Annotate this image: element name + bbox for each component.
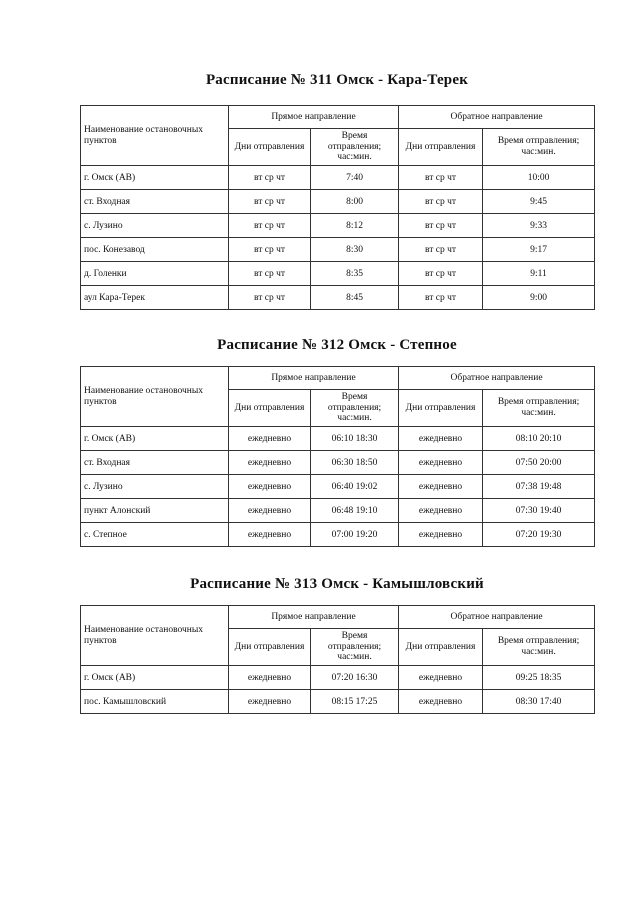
stop-name: пункт Алонский [81,499,229,523]
forward-time: 8:00 [311,190,399,214]
stop-name-header: Наименование остановочных пунктов [81,367,229,427]
backward-direction-header: Обратное направление [399,106,595,129]
forward-days: ежедневно [229,475,311,499]
backward-time: 09:25 18:35 [483,666,595,690]
forward-time: 08:15 17:25 [311,690,399,714]
backward-days: ежедневно [399,475,483,499]
table-row [81,499,595,523]
forward-direction-header: Прямое направление [229,106,399,129]
stop-name: пос. Камышловский [81,690,229,714]
forward-time: 8:30 [311,238,399,262]
table-row [81,523,595,547]
schedule-312 [80,337,594,547]
forward-time-header: Время отправления; час:мин. [311,629,399,666]
backward-days: ежедневно [399,427,483,451]
stop-name-header: Наименование остановочных пунктов [81,606,229,666]
table-row [81,451,595,475]
forward-days: вт ср чт [229,214,311,238]
table-row [81,475,595,499]
forward-days: ежедневно [229,523,311,547]
backward-days: вт ср чт [399,238,483,262]
backward-time-header: Время отправления; час:мин. [483,629,595,666]
forward-days-header: Дни отправления [229,629,311,666]
stop-name: г. Омск (АВ) [81,427,229,451]
backward-days: вт ср чт [399,214,483,238]
forward-time: 8:12 [311,214,399,238]
schedule-table [80,605,595,714]
backward-time: 08:10 20:10 [483,427,595,451]
forward-time: 7:40 [311,166,399,190]
table-row [81,214,595,238]
forward-days: вт ср чт [229,286,311,310]
forward-days: вт ср чт [229,262,311,286]
forward-days: ежедневно [229,666,311,690]
table-row [81,427,595,451]
schedule-table [80,105,595,310]
backward-time-header: Время отправления; час:мин. [483,390,595,427]
forward-days: вт ср чт [229,190,311,214]
schedule-title: Расписание № 312 Омск - Степное [217,337,457,353]
schedule-title: Расписание № 313 Омск - Камышловский [190,576,484,592]
forward-time: 07:20 16:30 [311,666,399,690]
stop-name: с. Лузино [81,214,229,238]
forward-days: ежедневно [229,451,311,475]
backward-time: 10:00 [483,166,595,190]
stop-name: ст. Входная [81,190,229,214]
schedule-311 [80,72,594,310]
backward-time-header: Время отправления; час:мин. [483,129,595,166]
table-row [81,286,595,310]
backward-direction-header: Обратное направление [399,606,595,629]
backward-days: ежедневно [399,666,483,690]
forward-time: 8:45 [311,286,399,310]
backward-time: 07:38 19:48 [483,475,595,499]
backward-days: ежедневно [399,523,483,547]
backward-time: 9:17 [483,238,595,262]
forward-days-header: Дни отправления [229,390,311,427]
forward-time: 06:40 19:02 [311,475,399,499]
stop-name: г. Омск (АВ) [81,666,229,690]
forward-time: 06:48 19:10 [311,499,399,523]
backward-days: вт ср чт [399,286,483,310]
forward-days: ежедневно [229,690,311,714]
stop-name: аул Кара-Терек [81,286,229,310]
stop-name: ст. Входная [81,451,229,475]
backward-days: вт ср чт [399,262,483,286]
backward-time: 9:33 [483,214,595,238]
backward-days: вт ср чт [399,190,483,214]
schedule-title: Расписание № 311 Омск - Кара-Терек [205,72,469,88]
forward-days: ежедневно [229,499,311,523]
forward-time: 8:35 [311,262,399,286]
forward-direction-header: Прямое направление [229,367,399,390]
backward-time: 07:30 19:40 [483,499,595,523]
forward-time: 06:10 18:30 [311,427,399,451]
schedule-table [80,366,595,547]
backward-days: ежедневно [399,690,483,714]
table-row [81,262,595,286]
forward-direction-header: Прямое направление [229,606,399,629]
backward-time: 07:20 19:30 [483,523,595,547]
table-row [81,690,595,714]
backward-time: 9:11 [483,262,595,286]
backward-time: 9:45 [483,190,595,214]
backward-time: 07:50 20:00 [483,451,595,475]
backward-time: 9:00 [483,286,595,310]
forward-time: 06:30 18:50 [311,451,399,475]
backward-days: ежедневно [399,499,483,523]
forward-time-header: Время отправления; час:мин. [311,390,399,427]
backward-days: ежедневно [399,451,483,475]
forward-time-header: Время отправления; час:мин. [311,129,399,166]
backward-days-header: Дни отправления [399,390,483,427]
stop-name: с. Лузино [81,475,229,499]
table-row [81,666,595,690]
stop-name: с. Степное [81,523,229,547]
backward-days: вт ср чт [399,166,483,190]
schedule-313 [80,576,594,714]
forward-days: вт ср чт [229,238,311,262]
backward-direction-header: Обратное направление [399,367,595,390]
forward-days: вт ср чт [229,166,311,190]
table-row [81,238,595,262]
backward-time: 08:30 17:40 [483,690,595,714]
stop-name: г. Омск (АВ) [81,166,229,190]
stop-name: пос. Конезавод [81,238,229,262]
backward-days-header: Дни отправления [399,629,483,666]
forward-days-header: Дни отправления [229,129,311,166]
table-row [81,190,595,214]
forward-time: 07:00 19:20 [311,523,399,547]
backward-days-header: Дни отправления [399,129,483,166]
table-row [81,166,595,190]
stop-name-header: Наименование остановочных пунктов [81,106,229,166]
forward-days: ежедневно [229,427,311,451]
stop-name: д. Голенки [81,262,229,286]
